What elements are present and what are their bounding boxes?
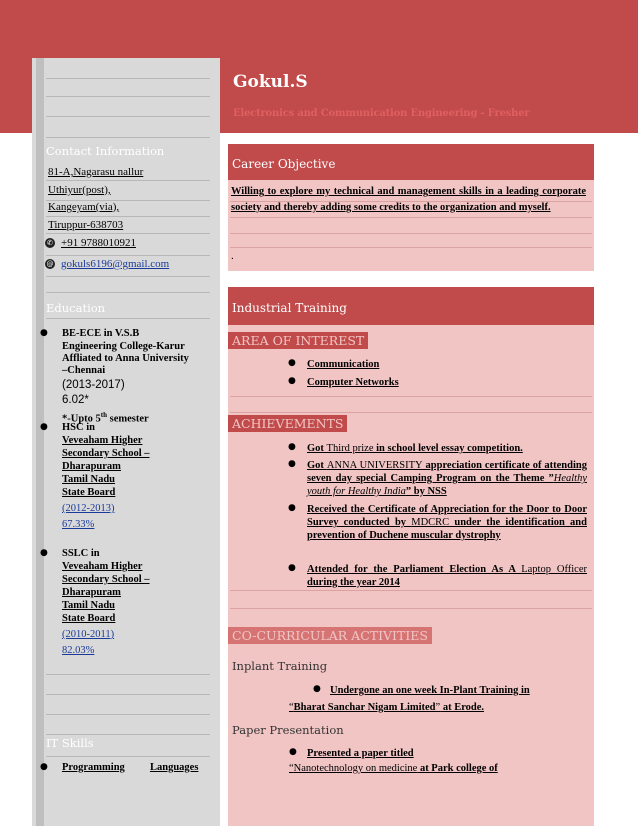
candidate-name: Gokul.S xyxy=(233,72,308,92)
be-note: *-Upto 5th semester xyxy=(62,411,149,425)
sslc-years: (2010-2011) xyxy=(62,629,115,640)
hsc-percent: 67.33% xyxy=(62,519,95,530)
training-card xyxy=(228,287,594,826)
paper-text-2: “Nanotechnology on medicine at Park college of xyxy=(289,763,498,774)
hsc-years: (2012-2013) xyxy=(62,503,115,514)
hsc-line: Veveaham Higher xyxy=(62,435,143,446)
address-line-2: Uthiyur(post), xyxy=(48,184,111,196)
phone-icon: ✆ xyxy=(45,238,55,248)
hsc-line: Tamil Nadu xyxy=(62,474,116,485)
bullet-icon: ● xyxy=(289,747,297,757)
sslc-title: SSLC in xyxy=(62,548,100,559)
candidate-subtitle: Electronics and Communication Engineering - Fresher xyxy=(233,108,530,119)
paper-text: Presented a paper titled xyxy=(307,748,414,759)
achievement-item: Got ANNA UNIVERSITY appreciation certificate of attending seven day special Camping Program on the Theme ”Healthy youth for Healthy India” by NSS xyxy=(307,460,587,497)
achievement-item: Got Third prize in school level essay competition. xyxy=(307,443,523,454)
contact-heading: Contact Information xyxy=(46,144,165,158)
it-skills-heading: IT Skills xyxy=(46,736,94,750)
email-icon: @ xyxy=(46,260,54,268)
be-line: Affliated to Anna University xyxy=(62,353,189,364)
hsc-line: Secondary School – xyxy=(62,448,150,459)
be-line: –Chennai xyxy=(62,365,106,376)
be-years: (2013-2017) xyxy=(62,379,125,391)
bullet-icon: ● xyxy=(40,762,48,772)
bullet-icon: ● xyxy=(40,328,48,338)
cocurricular-heading: CO-CURRICULAR ACTIVITIES xyxy=(228,627,432,644)
bullet-icon: ● xyxy=(288,503,296,513)
email-link[interactable]: gokuls6196@gmail.com xyxy=(61,258,170,270)
bullet-icon: ● xyxy=(288,459,296,469)
bullet-icon: ● xyxy=(288,376,296,386)
bullet-icon: ● xyxy=(40,422,48,432)
sslc-line: Dharapuram xyxy=(62,587,121,598)
phone-number[interactable]: +91 9788010921 xyxy=(61,237,136,249)
hsc-line: Dharapuram xyxy=(62,461,121,472)
inplant-text-2: “Bharat Sanchar Nigam Limited” at Erode. xyxy=(289,702,485,713)
bullet-icon: ● xyxy=(40,548,48,558)
bullet-icon: ● xyxy=(288,563,296,573)
sidebar-stripe xyxy=(36,58,44,826)
sslc-line: Tamil Nadu xyxy=(62,600,116,611)
training-heading: Industrial Training xyxy=(228,287,594,325)
hsc-title: HSC in xyxy=(62,422,95,433)
career-heading: Career Objective xyxy=(228,144,594,180)
inplant-heading: Inplant Training xyxy=(232,659,328,673)
sslc-line: State Board xyxy=(62,613,116,624)
it-skill-item: Programming xyxy=(62,762,125,773)
achievements-heading: ACHIEVEMENTS xyxy=(228,415,347,432)
inplant-text: Undergone an one week In-Plant Training in xyxy=(330,685,530,696)
education-heading: Education xyxy=(46,301,106,315)
paper-heading: Paper Presentation xyxy=(232,723,344,737)
sslc-line: Veveaham Higher xyxy=(62,561,143,572)
career-trailing-dot: . xyxy=(231,250,234,262)
address-line-3: Kangeyam(via), xyxy=(48,201,120,213)
sslc-line: Secondary School – xyxy=(62,574,150,585)
achievement-item: Received the Certificate of Appreciation for the Door to Door Survey conducted by MDCRC under the identification and prevention of Duchene muscular dystrophy xyxy=(307,504,587,541)
address-line-1: 81-A,Nagarasu nallur xyxy=(48,166,144,178)
address-line-4: Tiruppur-638703 xyxy=(48,219,124,231)
be-line: Engineering College-Karur xyxy=(62,341,185,352)
career-objective-text: Willing to explore my technical and management skills in a leading corporate society and thereby adding some credits to the organization and myself. xyxy=(231,186,586,213)
be-degree: BE-ECE in V.S.B xyxy=(62,328,140,339)
bullet-icon: ● xyxy=(288,358,296,368)
bullet-icon: ● xyxy=(313,684,321,694)
sslc-percent: 82.03% xyxy=(62,645,95,656)
be-score: 6.02* xyxy=(62,394,89,406)
bullet-icon: ● xyxy=(288,442,296,452)
it-skill-item-b: Languages xyxy=(150,762,199,773)
hsc-line: State Board xyxy=(62,487,116,498)
interest-item: Computer Networks xyxy=(307,377,399,388)
interest-heading: AREA OF INTEREST xyxy=(228,332,368,349)
achievement-item: Attended for the Parliament Election As A Laptop Officer during the year 2014 xyxy=(307,564,587,588)
interest-item: Communication xyxy=(307,359,380,370)
